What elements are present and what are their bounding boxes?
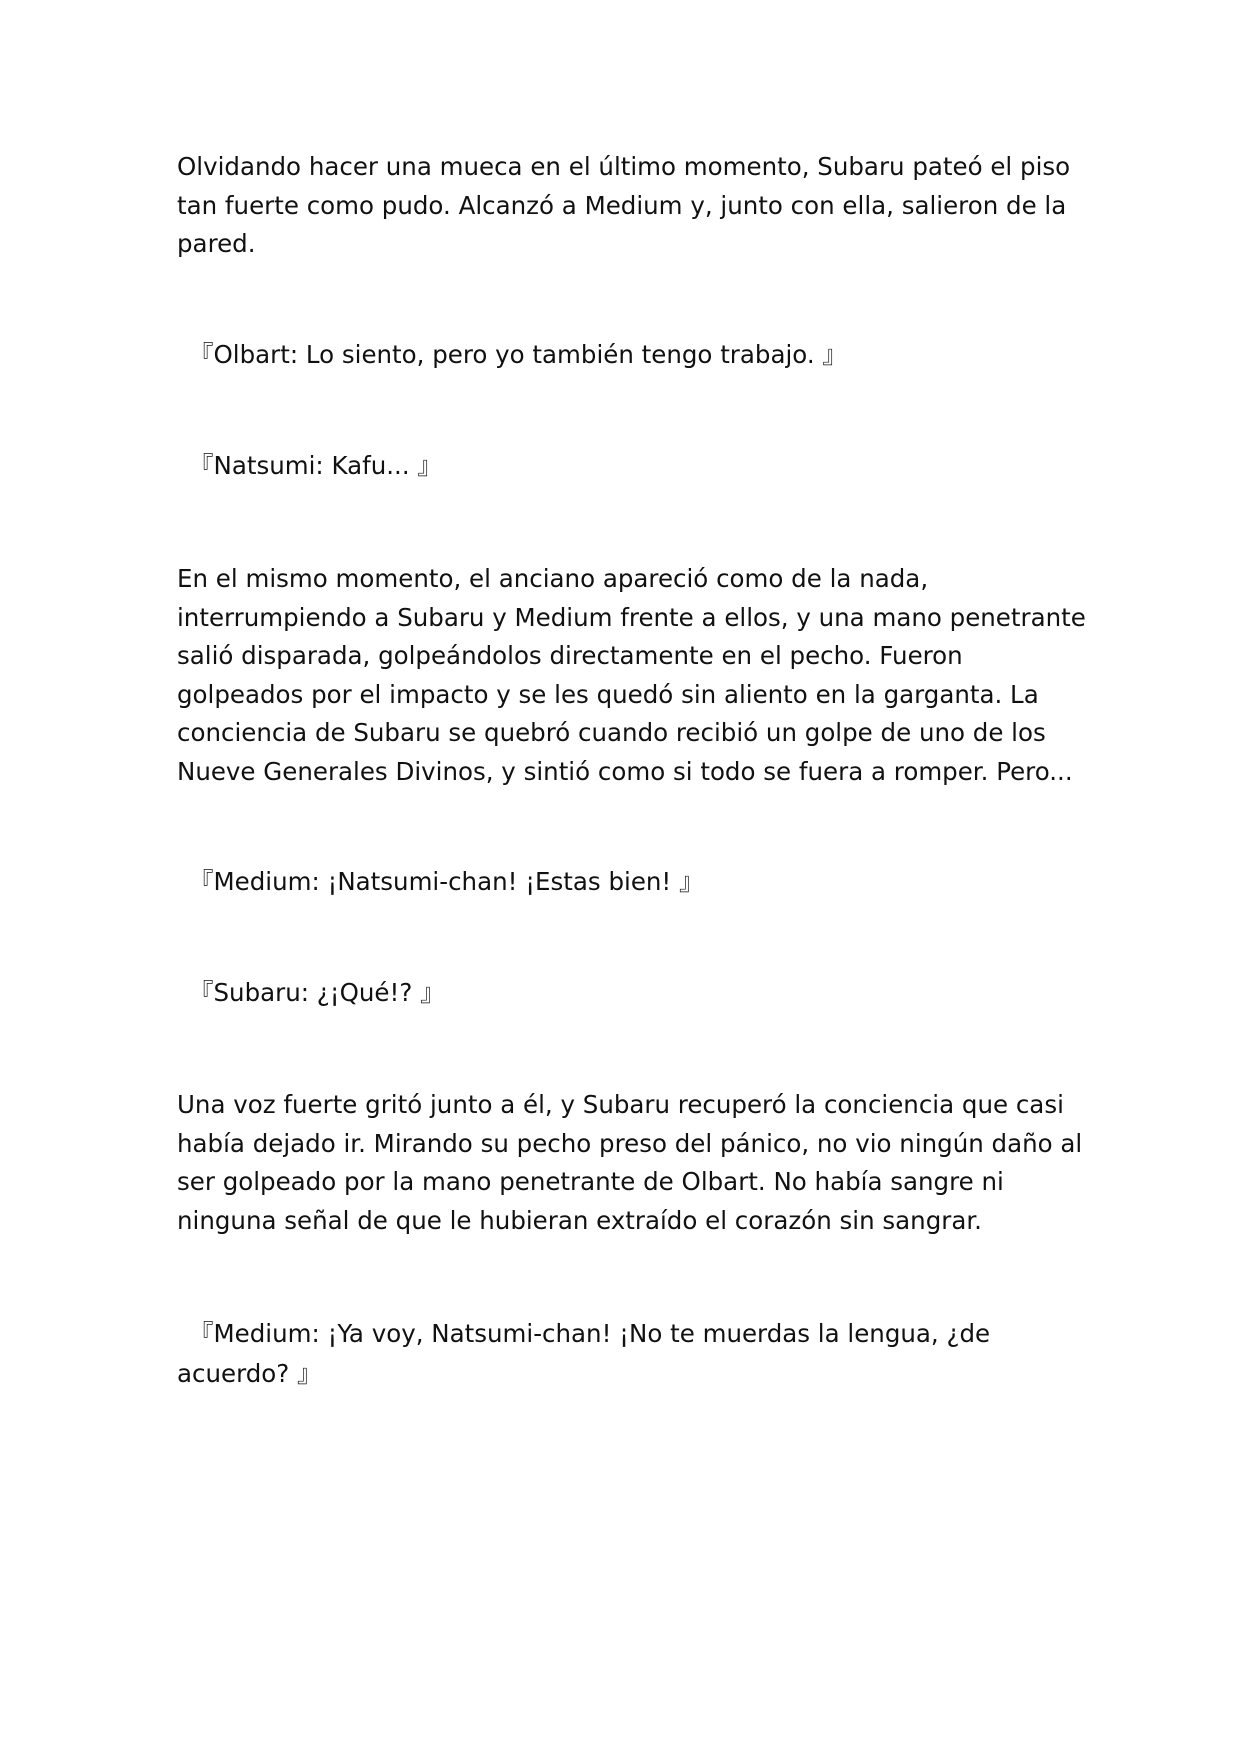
dialogue-subaru [177, 974, 1077, 1013]
text-line: pared. [177, 229, 256, 258]
text-line: 『Olbart: Lo siento, pero yo también tengo trabajo. 』 [189, 340, 847, 369]
text-line: Olvidando hacer una mueca en el último momento, Subaru pateó el piso [177, 152, 1071, 181]
text-line: ser golpeado por la mano penetrante de Olbart. No había sangre ni [177, 1167, 1004, 1196]
dialogue-natsumi [177, 447, 1077, 486]
narration-paragraph-1 [177, 148, 1077, 264]
dialogue-medium-2 [177, 1314, 1077, 1394]
text-line: tan fuerte como pudo. Alcanzó a Medium y, junto con ella, salieron de la [177, 190, 1067, 220]
text-line: interrumpiendo a Subaru y Medium frente a ellos, y una mano penetrante [177, 602, 1086, 632]
text-line: había dejado ir. Mirando su pecho preso del pánico, no vio ningún daño al [177, 1128, 1083, 1158]
text-line: Una voz fuerte gritó junto a él, y Subaru recuperó la conciencia que casi [177, 1090, 1064, 1119]
text-line: En el mismo momento, el anciano apareció como de la nada, [177, 564, 929, 593]
text-line: Nueve Generales Divinos, y sintió como si todo se fuera a romper. Pero... [177, 756, 1073, 786]
text-line: 『Medium: ¡Natsumi-chan! ¡Estas bien! 』 [189, 867, 704, 896]
narration-paragraph-3 [177, 1086, 1083, 1240]
text-line: salió disparada, golpeándolos directamente en el pecho. Fueron [177, 641, 963, 670]
text-line: golpeados por el impacto y se les quedó sin aliento en la garganta. La [177, 679, 1039, 709]
text-line: 『Natsumi: Kafu... 』 [189, 451, 442, 480]
dialogue-olbart [177, 336, 1077, 375]
text-line: 『Subaru: ¿¡Qué!? 』 [189, 978, 445, 1007]
text-line: conciencia de Subaru se quebró cuando recibió un golpe de uno de los [177, 718, 1046, 747]
dialogue-medium-1 [177, 863, 1077, 902]
text-line: ninguna señal de que le hubieran extraído el corazón sin sangrar. [177, 1205, 982, 1235]
narration-paragraph-2 [177, 560, 1086, 791]
text-line: 『Medium: ¡Ya voy, Natsumi-chan! ¡No te muerdas la lengua, ¿de [189, 1319, 991, 1348]
text-line: acuerdo? 』 [177, 1359, 322, 1388]
